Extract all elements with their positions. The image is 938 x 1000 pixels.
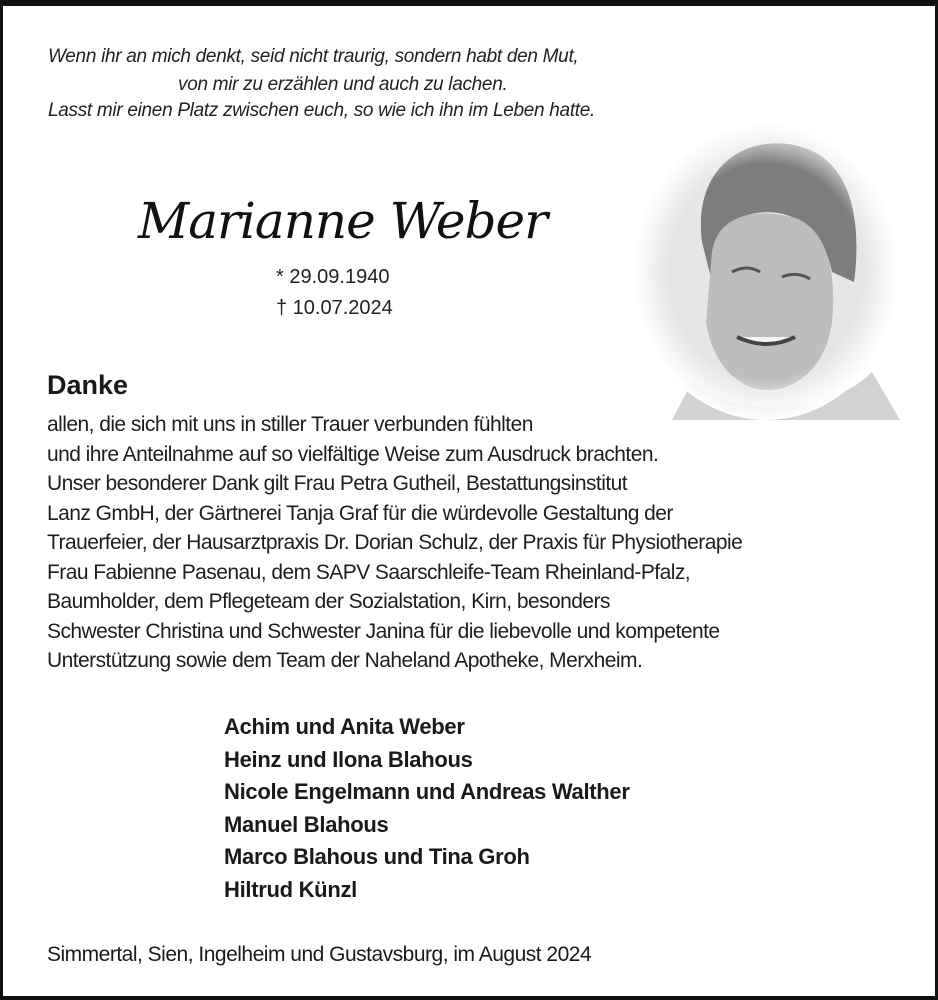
- deceased-name: Marianne Weber: [138, 192, 547, 250]
- thanks-line: Trauerfeier, der Hausarztpraxis Dr. Dorian Schulz, der Praxis für Physiotherapie: [47, 531, 743, 554]
- place-and-date: Simmertal, Sien, Ingelheim und Gustavsburg, im August 2024: [47, 943, 592, 966]
- thanks-line: Frau Fabienne Pasenau, dem SAPV Saarschleife-Team Rheinland-Pfalz,: [47, 561, 691, 584]
- portrait-photo: [632, 122, 900, 420]
- thanks-line: und ihre Anteilnahme auf so vielfältige Weise zum Ausdruck brachten.: [47, 443, 659, 466]
- thanks-heading: Danke: [47, 370, 129, 400]
- thanks-line: Lanz GmbH, der Gärtnerei Tanja Graf für die würdevolle Gestaltung der: [47, 502, 673, 525]
- mourner: Marco Blahous und Tina Groh: [224, 844, 530, 869]
- poem-line-3: Lasst mir einen Platz zwischen euch, so wie ich ihn im Leben hatte.: [48, 100, 596, 121]
- mourner: Hiltrud Künzl: [224, 877, 357, 902]
- thanks-line: Unser besonderer Dank gilt Frau Petra Gutheil, Bestattungsinstitut: [47, 472, 628, 495]
- birth-date: * 29.09.1940: [276, 266, 390, 288]
- poem-line-2: von mir zu erzählen und auch zu lachen.: [178, 74, 508, 95]
- thanks-line: Baumholder, dem Pflegeteam der Sozialstation, Kirn, besonders: [47, 590, 610, 613]
- thanks-line: allen, die sich mit uns in stiller Trauer verbunden fühlten: [47, 413, 533, 436]
- mourner: Manuel Blahous: [224, 812, 389, 837]
- thanks-line: Schwester Christina und Schwester Janina für die liebevolle und kompetente: [47, 620, 720, 643]
- poem-line-1: Wenn ihr an mich denkt, seid nicht traurig, sondern habt den Mut,: [48, 46, 579, 67]
- mourner: Achim und Anita Weber: [224, 714, 465, 739]
- mourner: Nicole Engelmann und Andreas Walther: [224, 779, 630, 804]
- thanks-line: Unterstützung sowie dem Team der Naheland Apotheke, Merxheim.: [47, 649, 643, 672]
- death-date: † 10.07.2024: [276, 297, 393, 319]
- mourner: Heinz und Ilona Blahous: [224, 747, 473, 772]
